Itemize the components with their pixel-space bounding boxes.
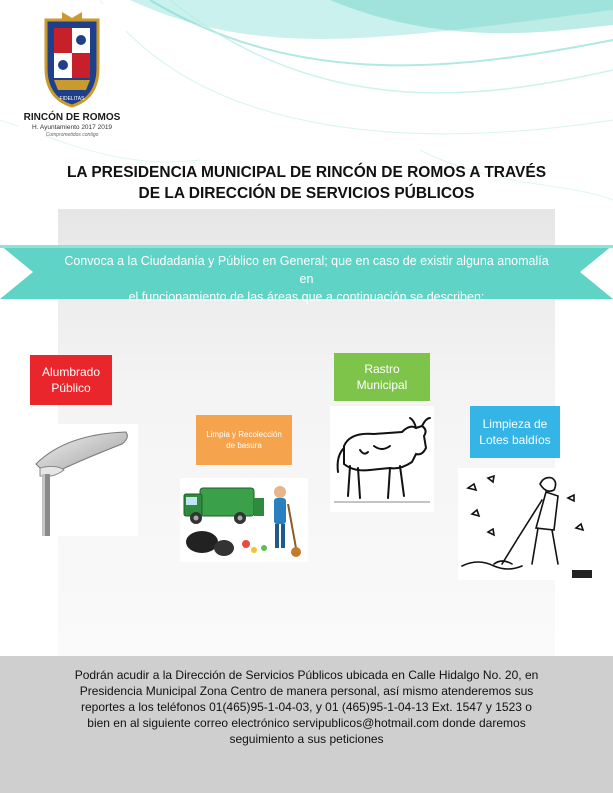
tag-limpia-line-2: de basura (226, 441, 262, 450)
garbage-truck-icon (180, 478, 308, 562)
footer-line-4: bien en al siguiente correo electrónico servipublicos@hotmail.com donde daremos (87, 716, 526, 730)
tag-rastro-line-1: Rastro (364, 362, 400, 376)
footer-line-5: seguimiento a sus peticiones (229, 732, 384, 746)
banner-text (58, 252, 555, 306)
footer-line-2: Presidencia Municipal Zona Centro de manera personal, así mismo atenderemos sus (79, 684, 534, 698)
logo-subtitle: H. Ayuntamiento 2017 2019 (31, 124, 113, 131)
cow-icon (330, 406, 434, 512)
heading-line-1: LA PRESIDENCIA MUNICIPAL DE RINCÓN DE ROMOS A TRAVÉS (66, 164, 547, 181)
tag-limpia-recoleccion (196, 415, 292, 465)
coat-of-arms-icon (40, 10, 104, 110)
street-lamp-icon (26, 424, 138, 536)
tag-alumbrado-line-2: Público (51, 381, 91, 395)
footer-line-1: Podrán acudir a la Dirección de Servicios Públicos ubicada en Calle Hidalgo No. 20, en (74, 668, 539, 682)
tag-rastro-municipal (334, 353, 430, 401)
crest-banner-text: FIDELITAS (59, 96, 85, 102)
footer-text (8, 667, 605, 747)
tag-lotes-line-2: Lotes baldíos (479, 433, 551, 447)
banner-line-2: el funcionamiento de las áreas que a continuación se describen: (128, 290, 485, 304)
heading-line-2: DE LA DIRECCIÓN DE SERVICIOS PÚBLICOS (138, 185, 475, 202)
tag-limpia-line-1: Limpia y Recolección (206, 430, 282, 439)
banner-line-1: Convoca a la Ciudadanía y Público en General; que en caso de existir alguna anomalía en (64, 254, 549, 286)
logo-title: RINCÓN DE ROMOS (23, 112, 121, 123)
page-heading (20, 162, 593, 204)
logo-motto: Comprometidos contigo (45, 132, 99, 138)
footer-line-3: reportes a los teléfonos 01(465)95-1-04-03, y 01 (465)95-1-04-13 Ext. 1547 y 1523 o (81, 700, 532, 714)
tag-limpieza-lotes (470, 406, 560, 458)
tag-lotes-line-1: Limpieza de (482, 417, 548, 431)
tag-alumbrado-publico (30, 355, 112, 405)
municipal-logo (18, 4, 126, 136)
sweeper-icon (458, 468, 596, 580)
tag-rastro-line-2: Municipal (356, 378, 408, 392)
tag-alumbrado-line-1: Alumbrado (41, 365, 101, 379)
